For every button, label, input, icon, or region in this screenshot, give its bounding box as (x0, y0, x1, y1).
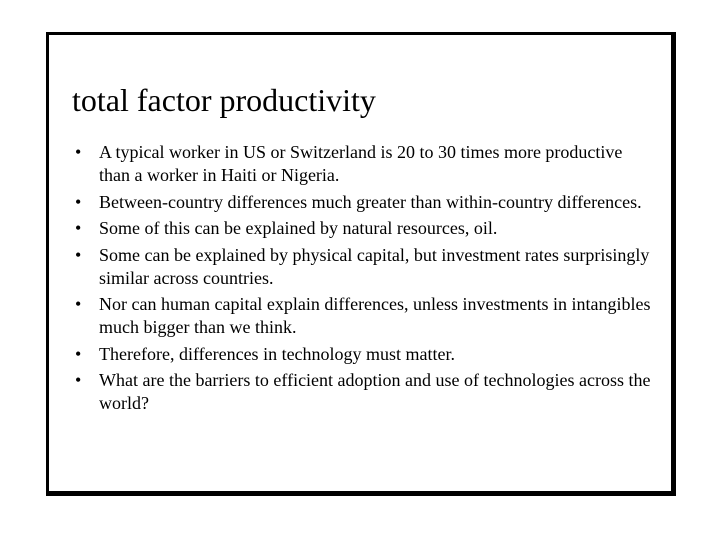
bullet-item (72, 369, 652, 415)
bullet-icon: • (75, 294, 82, 314)
bullet-item (72, 217, 652, 240)
bullet-icon: • (75, 244, 82, 265)
bullet-text: A typical worker in US or Switzerland is 20 to 30 times more productive than a worker in Haiti or Nigeria. (99, 142, 623, 185)
bullet-icon: • (75, 191, 82, 212)
slide-title: total factor productivity (72, 82, 376, 118)
bullet-item (72, 191, 652, 214)
bullet-list (72, 141, 652, 419)
bullet-text: What are the barriers to efficient adoption and use of technologies across the world? (99, 370, 651, 413)
bullet-text: Some of this can be explained by natural resources, oil. (99, 218, 498, 238)
bullet-item (72, 343, 652, 366)
bullet-icon: • (75, 218, 82, 238)
bullet-icon: • (75, 142, 82, 162)
bullet-item (72, 141, 652, 187)
bullet-text: Nor can human capital explain differences, unless investments in intangibles much bigger than we think. (99, 294, 651, 337)
bullet-text: Therefore, differences in technology must matter. (99, 343, 456, 364)
bullet-icon: • (75, 370, 82, 390)
bullet-icon: • (75, 343, 82, 364)
bullet-text: Some can be explained by physical capital, but investment rates surprisingly similar across countries. (99, 244, 650, 288)
bullet-item (72, 293, 652, 339)
bullet-item (72, 244, 652, 290)
bullet-text: Between-country differences much greater than within-country differences. (99, 191, 642, 212)
